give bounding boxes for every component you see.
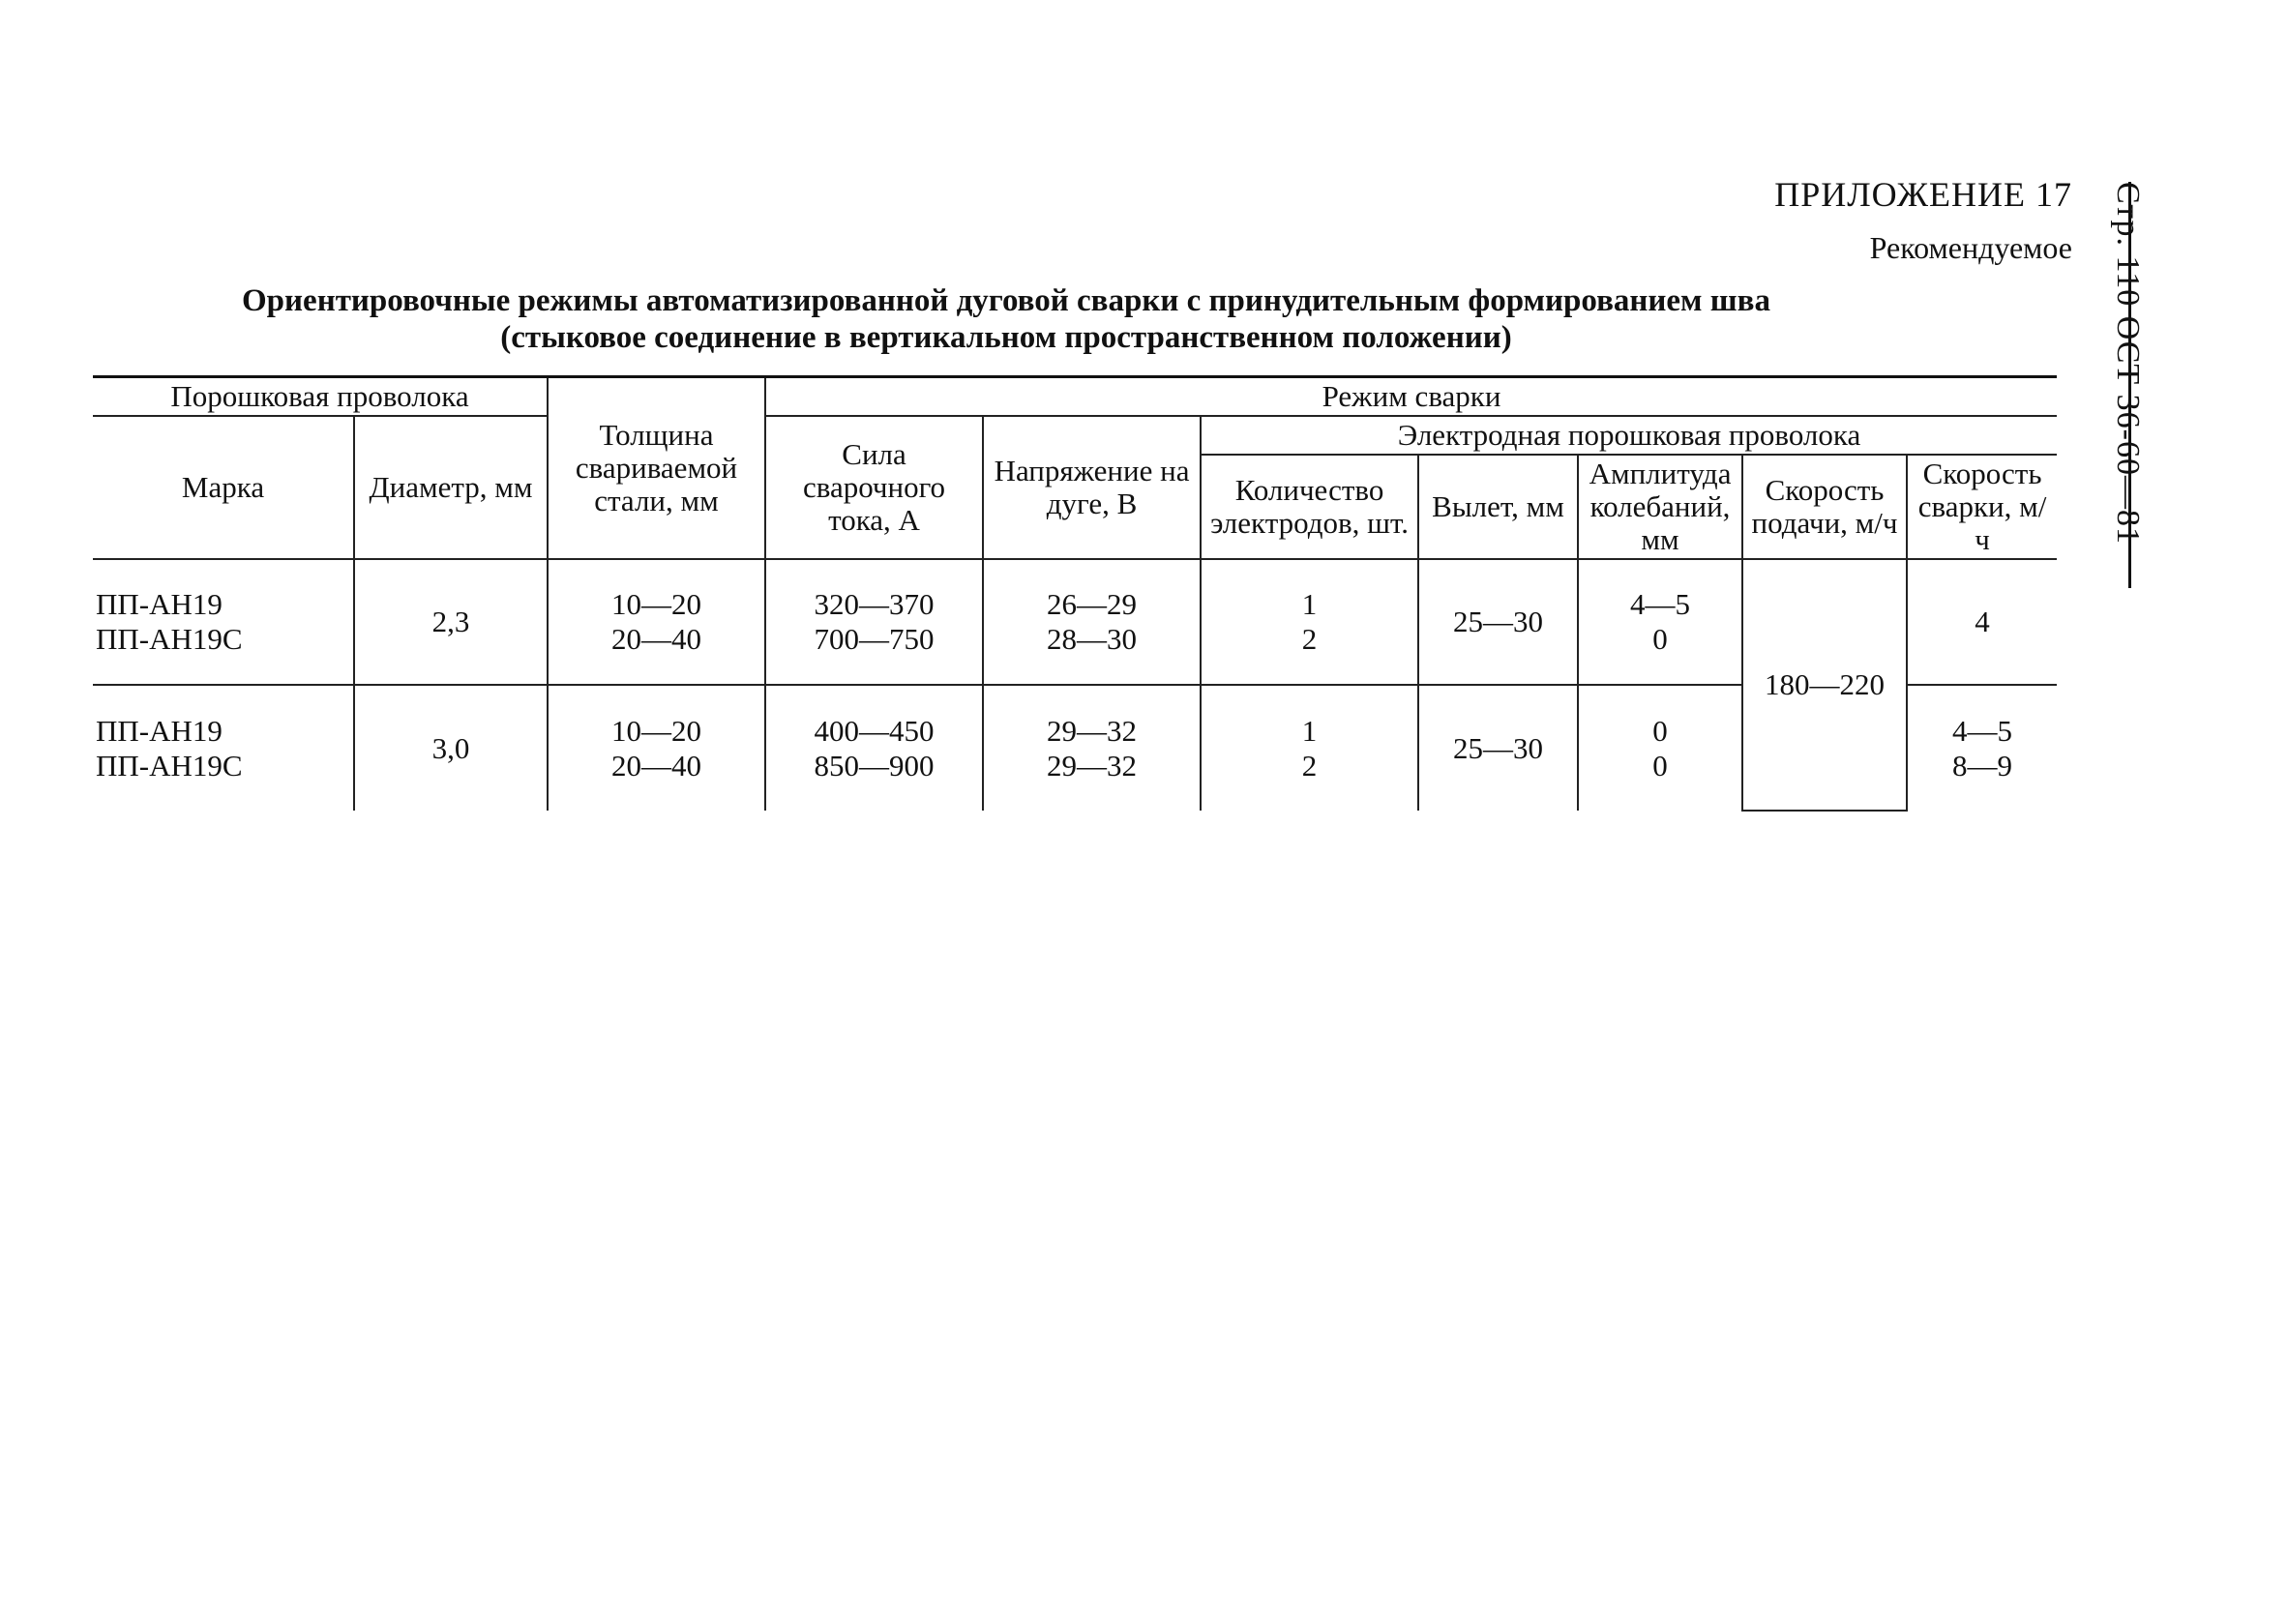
current-value: 320—370 [814, 587, 935, 621]
voltage-value: 26—29 [1047, 587, 1138, 621]
speed-value: 4—5 [1952, 713, 2013, 748]
header-amplitude: Амплитуда колебаний, мм [1578, 455, 1742, 559]
cell-voltage [983, 559, 1201, 685]
amplitude-value: 4—5 [1630, 587, 1691, 621]
cell-diameter: 2,3 [354, 559, 548, 685]
count-value: 2 [1301, 622, 1318, 656]
speed-value: 8—9 [1952, 748, 2013, 782]
cell-speed: 4 [1907, 559, 2057, 685]
header-voltage: Напряжение на дуге, В [983, 416, 1201, 559]
header-group-wire: Порошковая проволока [93, 377, 548, 417]
header-group-electrode: Электродная порошковая проволока [1201, 416, 2057, 455]
thickness-value: 20—40 [611, 622, 702, 656]
cell-speed [1907, 685, 2057, 811]
document-title [174, 282, 1838, 356]
amplitude-value: 0 [1652, 713, 1668, 748]
cell-stickout: 25—30 [1418, 685, 1578, 811]
cell-stickout: 25—30 [1418, 559, 1578, 685]
table-row [93, 559, 2057, 685]
current-value: 400—450 [814, 713, 935, 748]
count-value: 1 [1301, 587, 1318, 621]
count-value: 2 [1301, 748, 1318, 782]
cell-thickness [548, 685, 765, 811]
header-diameter: Диаметр, мм [354, 416, 548, 559]
cell-voltage [983, 685, 1201, 811]
appendix-title: ПРИЛОЖЕНИЕ 17 [1774, 175, 2072, 214]
brand-value: ПП-АН19 [96, 713, 223, 748]
cell-thickness [548, 559, 765, 685]
header-current: Сила сварочного тока, А [765, 416, 983, 559]
thickness-value: 10—20 [611, 587, 702, 621]
header-thickness: Толщина свариваемой стали, мм [548, 377, 765, 560]
appendix-status: Рекомендуемое [1869, 230, 2072, 265]
cell-amplitude [1578, 559, 1742, 685]
voltage-value: 28—30 [1047, 622, 1138, 656]
cell-amplitude [1578, 685, 1742, 811]
header-count: Количество электродов, шт. [1201, 455, 1418, 559]
cell-current [765, 685, 983, 811]
cell-count [1201, 685, 1418, 811]
cell-feed-shared: 180—220 [1742, 559, 1907, 811]
title-line-2: (стыковое соединение в вертикальном пространственном положении) [500, 320, 1512, 355]
header-stickout: Вылет, мм [1418, 455, 1578, 559]
cell-brand [93, 685, 354, 811]
header-group-mode: Режим сварки [765, 377, 2057, 417]
count-value: 1 [1301, 713, 1318, 748]
cell-diameter: 3,0 [354, 685, 548, 811]
cell-current [765, 559, 983, 685]
header-feed: Скорость подачи, м/ч [1742, 455, 1907, 559]
welding-regimes-table [93, 375, 2057, 812]
thickness-value: 20—40 [611, 748, 702, 782]
header-speed: Скорость сварки, м/ч [1907, 455, 2057, 559]
voltage-value: 29—32 [1047, 713, 1138, 748]
current-value: 700—750 [814, 622, 935, 656]
current-value: 850—900 [814, 748, 935, 782]
voltage-value: 29—32 [1047, 748, 1138, 782]
title-line-1: Ориентировочные режимы автоматизированной дуговой сварки с принудительным формированием шва [242, 283, 1770, 318]
brand-value: ПП-АН19 [96, 587, 223, 621]
thickness-value: 10—20 [611, 713, 702, 748]
header-brand: Марка [93, 416, 354, 559]
cell-brand [93, 559, 354, 685]
amplitude-value: 0 [1652, 622, 1668, 656]
brand-value: ПП-АН19С [96, 748, 243, 782]
amplitude-value: 0 [1652, 748, 1668, 782]
page-reference: Стр. 110 ОСТ 36-60—81 [2110, 182, 2146, 545]
brand-value: ПП-АН19С [96, 622, 243, 656]
cell-count [1201, 559, 1418, 685]
